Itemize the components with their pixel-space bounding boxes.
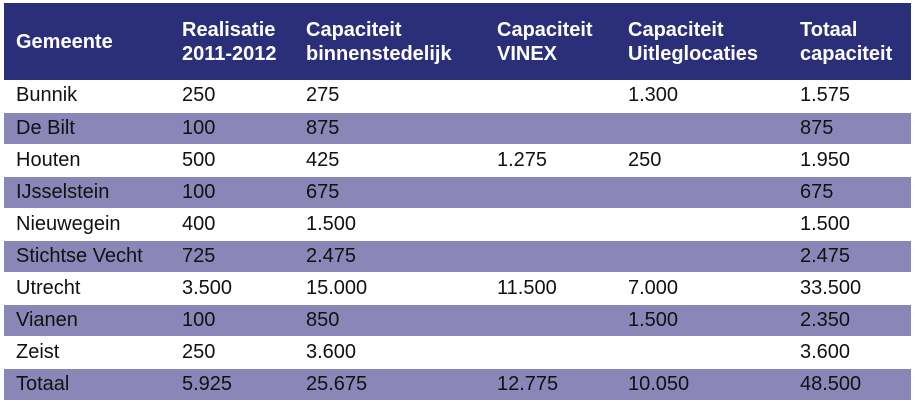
row-label-cell: Nieuwegein <box>4 208 170 240</box>
table-cell: 1.950 <box>788 144 911 176</box>
table-cell <box>485 336 616 368</box>
table-row <box>4 304 911 336</box>
column-header-line: Realisatie <box>182 18 276 41</box>
table-cell: 2.475 <box>294 240 485 272</box>
table-cell: 875 <box>294 112 485 144</box>
table-cell <box>616 336 788 368</box>
table-cell: 100 <box>170 112 294 144</box>
table-row <box>4 240 911 272</box>
row-label-cell: Vianen <box>4 304 170 336</box>
row-label-cell: Totaal <box>4 368 170 400</box>
table-cell <box>616 176 788 208</box>
column-header-line: Capaciteit <box>497 18 593 41</box>
column-header-line: Capaciteit <box>628 18 724 41</box>
table-cell <box>616 240 788 272</box>
table-cell <box>485 112 616 144</box>
table-cell: 875 <box>788 112 911 144</box>
table-cell: 675 <box>294 176 485 208</box>
column-header-line: capaciteit <box>800 42 893 65</box>
table-row <box>4 144 911 176</box>
column-header-totaal-capaciteit <box>788 3 911 80</box>
column-header-realisatie <box>170 3 294 80</box>
column-header-capaciteit-binnenstedelijk <box>294 3 485 80</box>
table-cell <box>485 240 616 272</box>
column-header-capaciteit-uitleglocaties <box>616 3 788 80</box>
table-cell: 850 <box>294 304 485 336</box>
column-header-line: 2011-2012 <box>182 42 277 65</box>
table-cell: 1.275 <box>485 144 616 176</box>
row-label-cell: Stichtse Vecht <box>4 240 170 272</box>
column-header-line: Gemeente <box>16 30 113 53</box>
table-cell <box>485 176 616 208</box>
table-cell <box>485 208 616 240</box>
capacity-table <box>4 3 911 400</box>
row-label-cell: IJsselstein <box>4 176 170 208</box>
table-cell: 3.500 <box>170 272 294 304</box>
table-row <box>4 80 911 112</box>
table-cell: 1.500 <box>294 208 485 240</box>
table-cell: 25.675 <box>294 368 485 400</box>
table-header <box>4 3 911 80</box>
table-cell: 1.500 <box>616 304 788 336</box>
table-cell: 12.775 <box>485 368 616 400</box>
table-cell: 48.500 <box>788 368 911 400</box>
table-cell: 2.350 <box>788 304 911 336</box>
table-cell: 3.600 <box>294 336 485 368</box>
table-cell: 1.300 <box>616 80 788 112</box>
row-label-cell: Houten <box>4 144 170 176</box>
table-row <box>4 336 911 368</box>
table-cell <box>616 208 788 240</box>
column-header-line: Totaal <box>800 18 858 41</box>
table-row <box>4 208 911 240</box>
table-cell: 7.000 <box>616 272 788 304</box>
table-cell: 15.000 <box>294 272 485 304</box>
table-cell <box>485 304 616 336</box>
total-row <box>4 368 911 400</box>
table-cell: 500 <box>170 144 294 176</box>
table-cell: 275 <box>294 80 485 112</box>
table-cell: 11.500 <box>485 272 616 304</box>
row-label-cell: De Bilt <box>4 112 170 144</box>
column-header-capaciteit-vinex <box>485 3 616 80</box>
table-row <box>4 272 911 304</box>
column-header-gemeente <box>4 3 170 80</box>
table-cell: 100 <box>170 304 294 336</box>
table-cell: 33.500 <box>788 272 911 304</box>
table-cell: 1.500 <box>788 208 911 240</box>
table-cell: 5.925 <box>170 368 294 400</box>
table-cell: 10.050 <box>616 368 788 400</box>
table-cell <box>485 80 616 112</box>
table-cell: 400 <box>170 208 294 240</box>
row-label-cell: Bunnik <box>4 80 170 112</box>
table-cell: 250 <box>170 336 294 368</box>
table-cell: 250 <box>616 144 788 176</box>
table-cell: 425 <box>294 144 485 176</box>
header-row <box>4 3 911 80</box>
table-body <box>4 80 911 400</box>
table-cell: 100 <box>170 176 294 208</box>
table-row <box>4 112 911 144</box>
table-cell <box>616 112 788 144</box>
column-header-line: Uitleglocaties <box>628 42 759 65</box>
table-cell: 2.475 <box>788 240 911 272</box>
table-cell: 1.575 <box>788 80 911 112</box>
column-header-line: VINEX <box>497 42 558 65</box>
table-cell: 250 <box>170 80 294 112</box>
row-label-cell: Zeist <box>4 336 170 368</box>
table-cell: 725 <box>170 240 294 272</box>
column-header-line: binnenstedelijk <box>306 42 452 65</box>
table-row <box>4 176 911 208</box>
column-header-line: Capaciteit <box>306 18 402 41</box>
row-label-cell: Utrecht <box>4 272 170 304</box>
table-cell: 3.600 <box>788 336 911 368</box>
table-cell: 675 <box>788 176 911 208</box>
